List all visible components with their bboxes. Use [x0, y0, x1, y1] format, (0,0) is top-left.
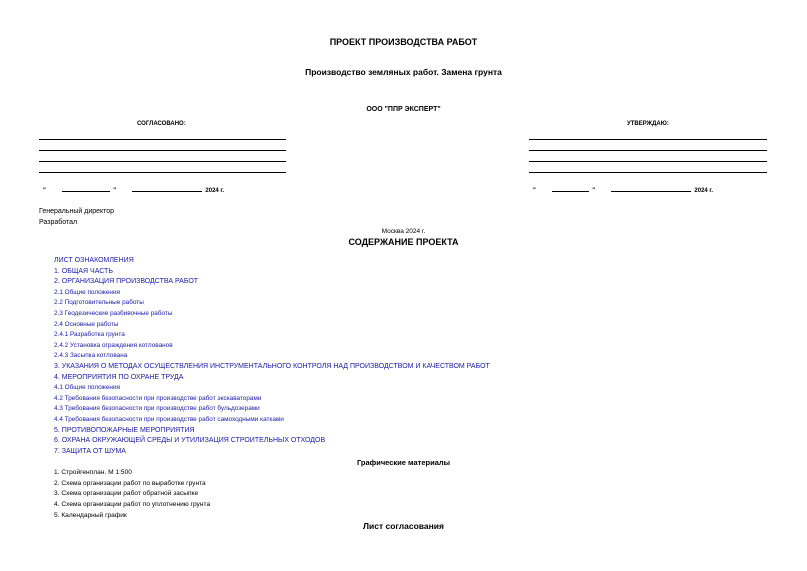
quote-close: " [592, 188, 596, 194]
approved-line-3 [529, 161, 767, 162]
approved-label: УТВЕРЖДАЮ: [627, 121, 669, 127]
day-blank [62, 185, 110, 192]
quote-open: " [43, 188, 46, 194]
agreed-line-1 [39, 139, 286, 140]
toc-item[interactable]: 4.2 Требования безопасности при производстве работ экскаваторами [54, 394, 262, 402]
toc-item[interactable]: 2.2 Подготовительные работы [54, 299, 144, 307]
toc-item[interactable]: 4.3 Требования безопасности при производстве работ бульдозерами [54, 405, 260, 413]
table-of-contents [54, 256, 490, 457]
year-label: 2024 г. [205, 188, 224, 194]
approved-line-2 [529, 150, 767, 151]
month-blank [132, 185, 202, 192]
toc-item[interactable]: 5. ПРОТИВОПОЖАРНЫЕ МЕРОПРИЯТИЯ [54, 426, 195, 434]
graphic-material-item: 5. Календарный график [54, 511, 127, 519]
developer-label: Разработал [39, 219, 78, 226]
agreed-line-2 [39, 150, 286, 151]
quote-open: " [533, 188, 536, 194]
graphic-material-item: 3. Схема организации работ обратной засыпке [54, 490, 199, 498]
toc-item[interactable]: 2.4.3 Засыпка котлована [54, 352, 128, 360]
approved-line-1 [529, 139, 767, 140]
place-date: Москва 2024 г. [381, 228, 426, 235]
agreed-line-3 [39, 161, 286, 162]
toc-item[interactable]: 6. ОХРАНА ОКРУЖАЮЩЕЙ СРЕДЫ И УТИЛИЗАЦИЯ СТРОИТЕЛЬНЫХ ОТХОДОВ [54, 437, 326, 445]
quote-close: " [113, 188, 117, 194]
toc-item[interactable]: ЛИСТ ОЗНАКОМЛЕНИЯ [54, 257, 134, 264]
toc-item[interactable]: 2.4.2 Установка ограждения котлованов [54, 341, 173, 349]
toc-item[interactable]: 3. УКАЗАНИЯ О МЕТОДАХ ОСУЩЕСТВЛЕНИЯ ИНСТРУМЕНТАЛЬНОГО КОНТРОЛЯ НАД ПРОИЗВОДСТВОМ И КАЧЕСТВОМ РАБОТ [54, 362, 490, 370]
agreed-date-row [43, 185, 303, 194]
toc-item[interactable]: 2.4.1 Разработка грунта [54, 331, 125, 339]
toc-item[interactable]: 1. ОБЩАЯ ЧАСТЬ [54, 267, 113, 275]
toc-item[interactable]: 2. ОРГАНИЗАЦИЯ ПРОИЗВОДСТВА РАБОТ [54, 278, 199, 286]
document-title: ПРОЕКТ ПРОИЗВОДСТВА РАБОТ [329, 37, 478, 47]
toc-item[interactable]: 2.1 Общие положения [54, 288, 120, 296]
document-subtitle: Производство земляных работ. Замена грунта [305, 67, 502, 77]
approved-line-4 [529, 172, 767, 173]
toc-item[interactable]: 2.4 Основные работы [54, 320, 119, 328]
agreed-label: СОГЛАСОВАНО: [137, 121, 186, 127]
contents-title: СОДЕРЖАНИЕ ПРОЕКТА [348, 237, 459, 247]
toc-item[interactable]: 4. МЕРОПРИЯТИЯ ПО ОХРАНЕ ТРУДА [54, 373, 184, 381]
company-name: ООО "ППР ЭКСПЕРТ" [366, 106, 441, 113]
graphic-materials-list [54, 468, 210, 522]
agreed-line-4 [39, 172, 286, 173]
director-label: Генеральный директор [39, 208, 115, 215]
toc-item[interactable]: 7. ЗАЩИТА ОТ ШУМА [54, 447, 126, 455]
toc-item[interactable]: 4.4 Требования безопасности при производстве работ самоходными катками [54, 415, 284, 423]
toc-item[interactable]: 4.1 Общие положения [54, 384, 120, 392]
approved-date-row [533, 185, 793, 194]
year-label: 2024 г. [694, 188, 713, 194]
month-blank [611, 185, 691, 192]
graphic-material-item: 4. Схема организации работ по уплотнению грунта [54, 501, 211, 509]
graphic-material-item: 1. Стройгенплан. М 1:500 [54, 469, 132, 476]
toc-item[interactable]: 2.3 Геодезические разбивочные работы [54, 309, 173, 317]
graphic-material-item: 2. Схема организации работ по выработке грунта [54, 479, 206, 487]
approval-sheet-title: Лист согласования [363, 521, 444, 531]
day-blank [552, 185, 589, 192]
graphic-materials-title: Графические материалы [356, 458, 451, 467]
